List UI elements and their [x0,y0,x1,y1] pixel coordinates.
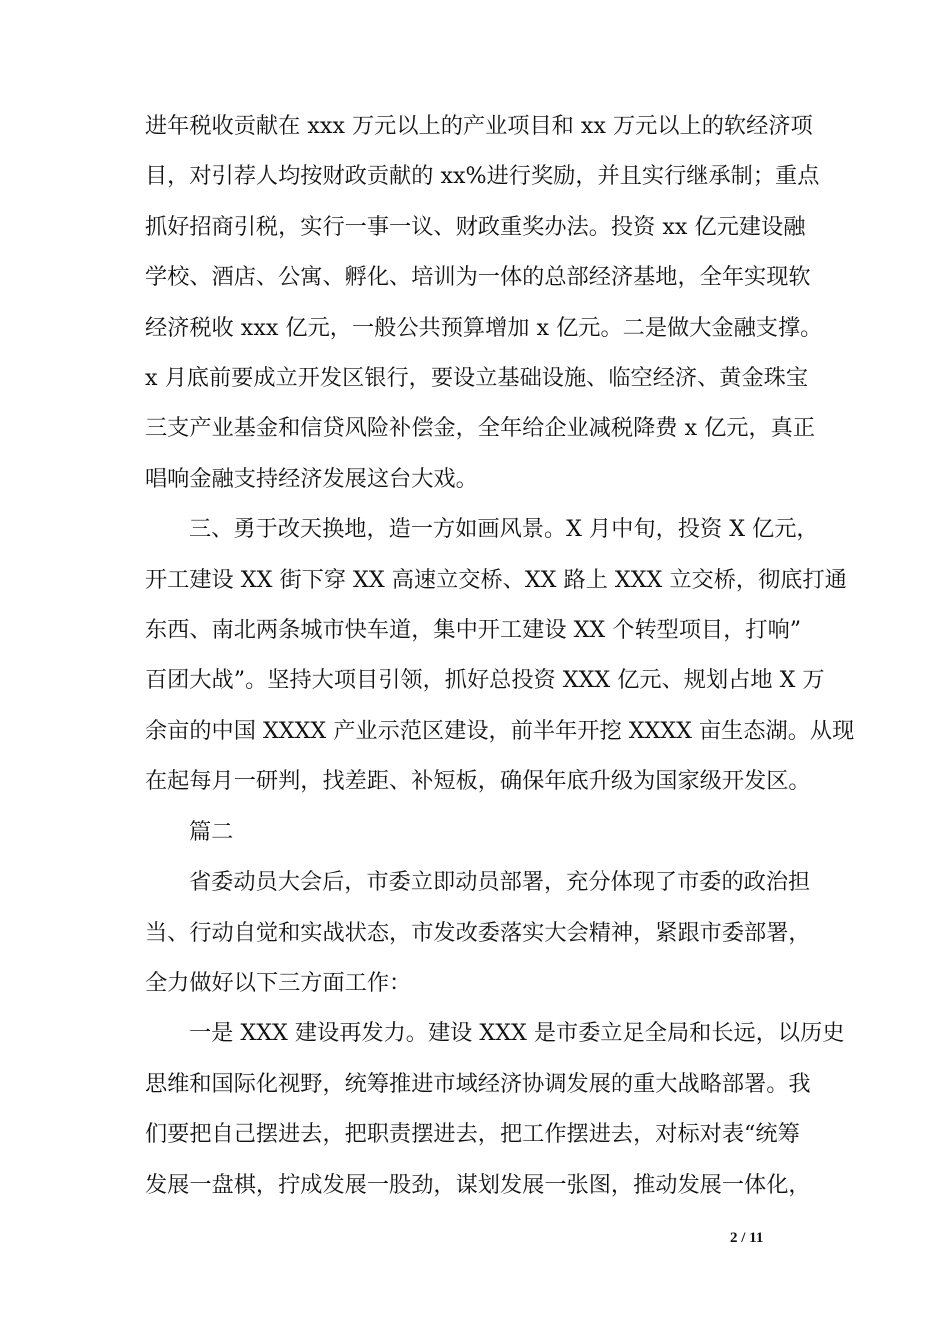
text-line: 在起每月一研判，找差距、补短板，确保年底升级为国家级开发区。 [145,768,811,795]
text-line: 们要把自己摆进去，把职责摆进去，把工作摆进去，对标对表“统筹 [145,1121,800,1148]
text-line: 百团大战”。坚持大项目引领，抓好总投资 XXX 亿元、规划占地 X 万 [145,667,825,694]
paragraph [145,1008,845,1210]
text-line: 全力做好以下三方面工作： [145,969,412,996]
text-line: 抓好招商引税，实行一事一议、财政重奖办法。投资 xx 亿元建设融 [145,213,806,240]
paragraph [145,101,823,504]
paragraph [145,504,855,806]
text-line: 余亩的中国 XXXX 产业示范区建设，前半年开挖 XXXX 亩生态湖。从现 [145,717,855,744]
document-body [145,101,855,1210]
text-line: 东西、南北两条城市快车道，集中开工建设 XX 个转型项目，打响” [145,617,802,644]
text-line: 省委动员大会后，市委立即动员部署，充分体现了市委的政治担 [189,869,811,896]
text-line: x 月底前要成立开发区银行，要设立基础设施、临空经济、黄金珠宝 [145,365,809,392]
text-line: 目，对引荐人均按财政贡献的 xx%进行奖励，并且实行继承制；重点 [145,163,820,190]
text-line: 经济税收 xxx 亿元，一般公共预算增加 x 亿元。二是做大金融支撑。 [145,314,823,341]
text-line: 唱响金融支持经济发展这台大戏。 [145,465,478,492]
text-line: 学校、酒店、公寓、孵化、培训为一体的总部经济基地，全年实现软 [145,264,811,291]
text-line: 三支产业基金和信贷风险补偿金，全年给企业减税降费 x 亿元，真正 [145,415,816,442]
text-line: 三、勇于改天换地，造一方如画风景。X 月中旬，投资 X 亿元， [189,516,819,543]
paragraph [145,857,817,1008]
text-line: 进年税收贡献在 xxx 万元以上的产业项目和 xx 万元以上的软经济项 [145,113,813,139]
page-number: 2 / 11 [730,1230,764,1246]
text-line: 思维和国际化视野，统筹推进市域经济协调发展的重大战略部署。我 [145,1070,811,1097]
text-line: 一是 XXX 建设再发力。建设 XXX 是市委立足全局和长远，以历史 [189,1020,845,1047]
text-line: 篇二 [189,818,234,845]
paragraph [145,807,817,857]
text-line: 发展一盘棋，拧成发展一股劲，谋划发展一张图，推动发展一体化， [145,1171,811,1198]
text-line: 开工建设 XX 街下穿 XX 高速立交桥、XX 路上 XXX 立交桥，彻底打通 [145,566,847,593]
text-line: 当、行动自觉和实战状态，市发改委落实大会精神，紧跟市委部署， [145,919,811,946]
